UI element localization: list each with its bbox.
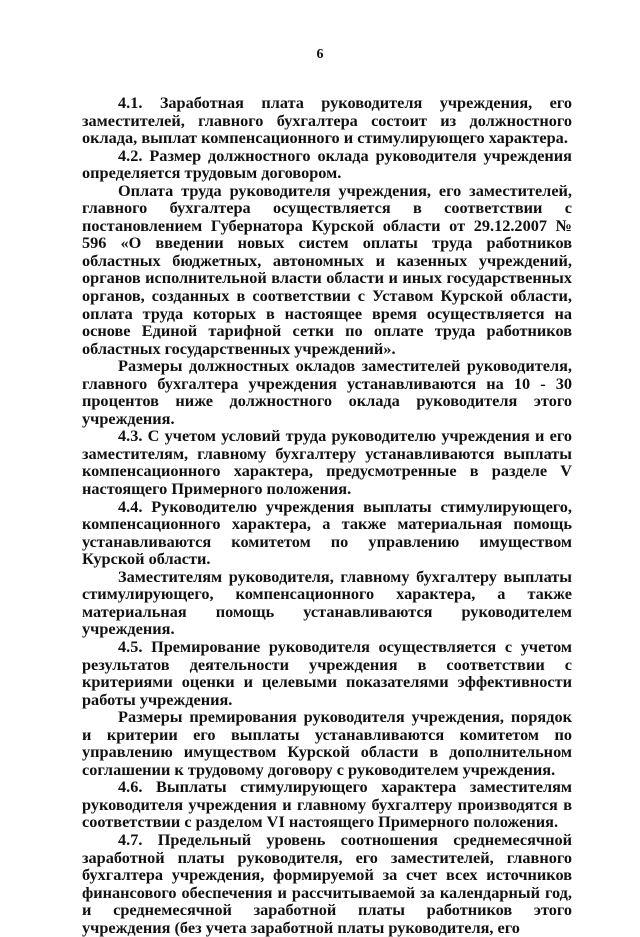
document-body: [82, 94, 572, 936]
paragraph-4-5: 4.5. Премирование руководителя осуществляется с учетом результатов деятельности учреждения в соответствии с критериями оценки и целевыми показателями эффективности работы учреждения.: [82, 636, 572, 709]
paragraph-4-1: 4.1. Заработная плата руководителя учреждения, его заместителей, главного бухгалтера состоит из должностного оклада, выплат компенсационного и стимулирующего характера.: [82, 93, 572, 148]
page-number: 6: [316, 47, 324, 62]
paragraph-bonus-sizes: Размеры премирования руководителя учреждения, порядок и критерии его выплаты устанавливаются комитетом по управлению имуществом Курской области в дополнительном соглашении к трудовому договору с руководителем учреждения.: [82, 707, 572, 779]
paragraph-4-4: 4.4. Руководителю учреждения выплаты стимулирующего, компенсационного характера, а также материальная помощь устанавливаются комитетом по управлению имуществом Курской области.: [82, 496, 572, 569]
paragraph-4-7: 4.7. Предельный уровень соотношения среднемесячной заработной платы руководителя, его заместителей, главного бухгалтера учреждения, формируемой за счет всех источников финансового обеспечения и рассчитываемой за календарный год, и среднемесячной заработной платы работников этого учреждения (без учета заработной платы руководителя, его: [82, 829, 572, 937]
paragraph-4-3: 4.3. С учетом условий труда руководителю учреждения и его заместителям, главному бухгалтеру устанавливаются выплаты компенсационного характера, предусмотренные в разделе V настоящего Примерного положения.: [82, 426, 572, 499]
paragraph-salary-sizes: Размеры должностных окладов заместителей руководителя, главного бухгалтера учреждения устанавливаются на 10 - 30 процентов ниже должностного оклада руководителя этого учреждения.: [82, 356, 572, 428]
paragraph-deputies-payments: Заместителям руководителя, главному бухгалтеру выплаты стимулирующего, компенсационного характера, а также материальная помощь устанавливаются руководителем учреждения.: [82, 566, 572, 639]
paragraph-4-6: 4.6. Выплаты стимулирующего характера заместителям руководителя учреждения и главному бухгалтеру производятся в соответствии с разделом VI настоящего Примерного положения.: [82, 777, 572, 832]
paragraph-4-2: 4.2. Размер должностного оклада руководителя учреждения определяется трудовым договором.: [82, 145, 572, 183]
paragraph-remuneration: Оплата труда руководителя учреждения, его заместителей, главного бухгалтера осуществляется в соответствии с постановлением Губернатора Курской области от 29.12.2007 № 596 «О введении новых систем оплаты труда работников областных бюджетных, автономных и казенных учреждений, органов исполнительной власти области и иных государственных органов, созданных в соответствии с Уставом Курской области, оплата труда которых в настоящее время осуществляется на основе Единой тарифной сетки по оплате труда работников областных государственных учреждений».: [82, 180, 572, 358]
